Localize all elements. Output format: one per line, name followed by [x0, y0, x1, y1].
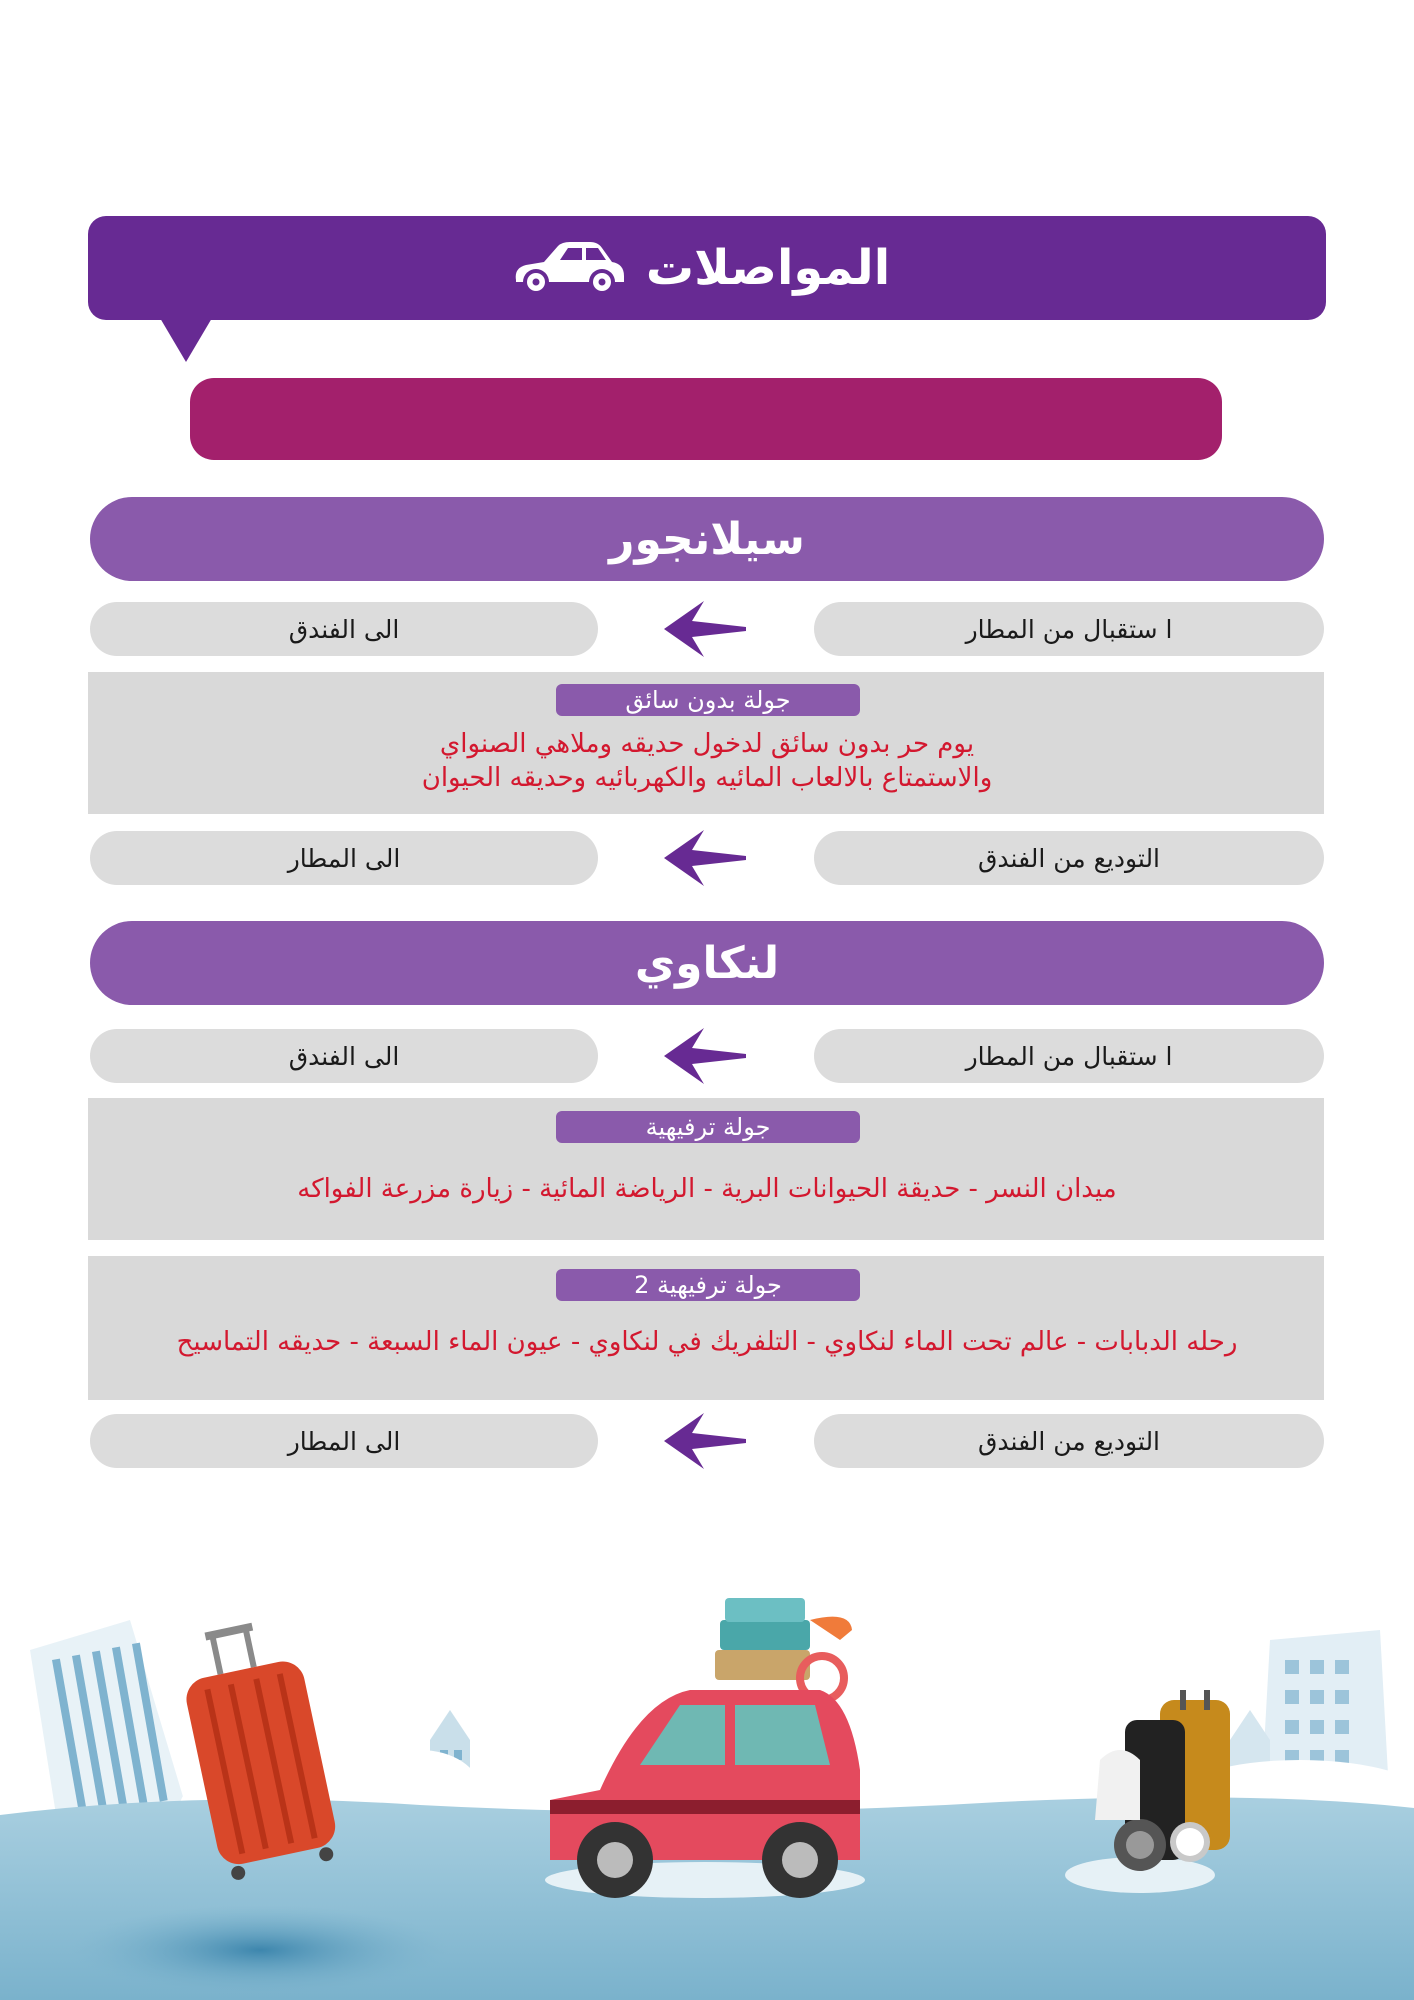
region-title: لنكاوي	[634, 937, 780, 989]
departure-from-pill	[814, 831, 1324, 885]
tour-label-chip	[556, 1111, 860, 1143]
region-bar-langkawi	[90, 921, 1324, 1005]
tour-label: جولة ترفيهية	[645, 1113, 771, 1141]
tour-label: جولة ترفيهية 2	[634, 1271, 782, 1299]
arrival-to-pill	[90, 602, 598, 656]
arrival-from-pill	[814, 1029, 1324, 1083]
car-illustration-icon	[545, 1598, 865, 1898]
page-title: المواصلات	[645, 240, 891, 296]
header-speech-tail	[160, 318, 212, 362]
tour-label-chip	[556, 684, 860, 716]
tour-description-line: يوم حر بدون سائق لدخول حديقه وملاهي الصنواي	[439, 729, 975, 759]
departure-from-label: التوديع من الفندق	[978, 843, 1161, 873]
departure-from-label: التوديع من الفندق	[978, 1426, 1161, 1456]
tour-label: جولة بدون سائق	[625, 686, 791, 714]
arrival-from-label: ا ستقبال من المطار	[965, 614, 1173, 644]
travel-illustration	[0, 1590, 1414, 2000]
car-icon	[510, 238, 628, 298]
arrival-from-label: ا ستقبال من المطار	[965, 1041, 1173, 1071]
tour-description	[100, 1325, 1314, 1359]
arrival-to-label: الى الفندق	[288, 1041, 400, 1071]
region-bar-selangor	[90, 497, 1324, 581]
tour-description-line: والاستمتاع بالالعاب المائيه والكهربائيه وحديقه الحيوان	[421, 763, 993, 793]
tour-description-line: ميدان النسر - حديقة الحيوانات البرية - الرياضة المائية - زيارة مزرعة الفواكه	[297, 1174, 1117, 1204]
departure-to-pill	[90, 831, 598, 885]
arrow-left-icon	[660, 828, 750, 888]
region-title: سيلانجور	[609, 513, 805, 565]
arrow-left-icon	[660, 1411, 750, 1471]
header-title-group	[440, 216, 960, 320]
tour-description	[100, 727, 1314, 795]
arrow-left-icon	[660, 599, 750, 659]
tour-label-chip	[556, 1269, 860, 1301]
departure-to-label: الى المطار	[287, 1426, 401, 1456]
arrow-left-icon	[660, 1026, 750, 1086]
tour-description	[100, 1172, 1314, 1206]
arrival-to-label: الى الفندق	[288, 614, 400, 644]
departure-to-pill	[90, 1414, 598, 1468]
accent-bar	[190, 378, 1222, 460]
tour-description-line: رحله الدبابات - عالم تحت الماء لنكاوي - التلفريك في لنكاوي - عيون الماء السبعة - حديقه التماسيح	[176, 1327, 1238, 1357]
departure-to-label: الى المطار	[287, 843, 401, 873]
departure-from-pill	[814, 1414, 1324, 1468]
arrival-to-pill	[90, 1029, 598, 1083]
arrival-from-pill	[814, 602, 1324, 656]
